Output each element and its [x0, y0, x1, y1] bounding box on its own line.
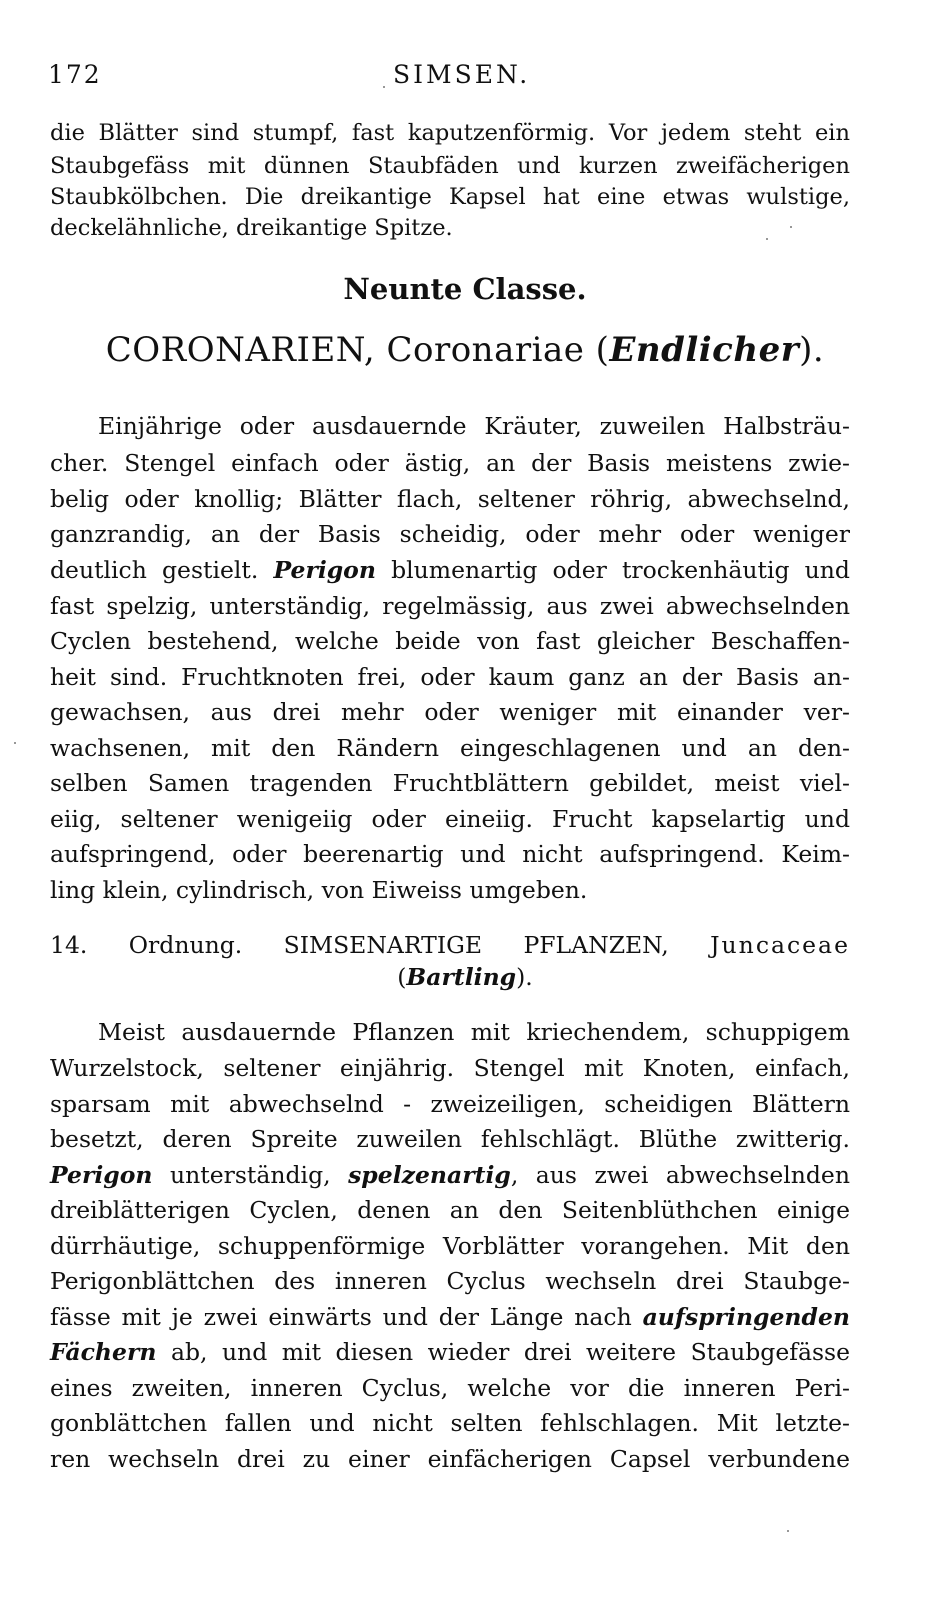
text-line: selben Samen tragenden Fruchtblättern gebildet, meist viel-: [50, 769, 850, 797]
text-line: [50, 1158, 850, 1192]
term-faechern: Fächern: [50, 1338, 157, 1366]
scan-speck: [383, 86, 385, 88]
order-heading-line: [50, 928, 850, 962]
class-heading: Neunte Classe.: [343, 272, 587, 306]
order-author-line: [0, 963, 930, 991]
text-line: belig oder knollig; Blätter flach, seltener röhrig, abwechselnd,: [50, 485, 850, 513]
scan-speck: [787, 1530, 789, 1532]
text-run: fässe mit je zwei einwärts und der Länge nach: [50, 1303, 632, 1331]
scan-speck: [766, 238, 768, 240]
text-run: unterständig,: [170, 1161, 331, 1189]
text-line: ren wechseln drei zu einer einfächerigen Capsel verbundene: [50, 1445, 850, 1473]
text-line: [50, 1300, 850, 1334]
text-line: sparsam mit abwechselnd - zweizeiligen, scheidigen Blättern: [50, 1090, 850, 1118]
term-perigon: Perigon: [273, 556, 376, 584]
text-line: Einjährige oder ausdauernde Kräuter, zuweilen Halbsträu-: [98, 412, 850, 440]
text-line: dreiblätterigen Cyclen, denen an den Seitenblüthchen einige: [50, 1196, 850, 1224]
text-line: [50, 1335, 850, 1369]
text-line: eines zweiten, inneren Cyclus, welche vor die inneren Peri-: [50, 1374, 850, 1402]
text-line: fast spelzig, unterständig, regelmässig, aus zwei abwechselnden: [50, 592, 850, 620]
family-close: ).: [799, 330, 825, 370]
text-line: ling klein, cylindrisch, von Eiweiss umgeben.: [50, 876, 588, 904]
text-line: aufspringend, oder beerenartig und nicht aufspringend. Keim-: [50, 840, 850, 868]
page-number: 172: [48, 60, 102, 89]
text-line: cher. Stengel einfach oder ästig, an der Basis meistens zwie-: [50, 449, 850, 477]
order-latin: Juncaceae: [710, 931, 850, 959]
family-author: Endlicher: [609, 330, 800, 370]
text-line: Staubgefäss mit dünnen Staubfäden und kurzen zweifächerigen: [50, 153, 850, 179]
text-run: ab, und mit diesen wieder drei weitere Staubgefässe: [170, 1338, 850, 1366]
running-head: [48, 60, 870, 94]
order-open: (: [397, 963, 407, 991]
text-line: Perigonblättchen des inneren Cyclus wechseln drei Staubge-: [50, 1267, 850, 1295]
text-line: die Blätter sind stumpf, fast kaputzenförmig. Vor jedem steht ein: [50, 120, 850, 146]
text-line: gewachsen, aus drei mehr oder weniger mit einander ver-: [50, 698, 850, 726]
text-run: , aus zwei abwechselnden: [510, 1161, 850, 1189]
text-line: wachsenen, mit den Rändern eingeschlagenen und an den-: [50, 734, 850, 762]
text-line: ganzrandig, an der Basis scheidig, oder mehr oder weniger: [50, 520, 850, 548]
text-line: Staubkölbchen. Die dreikantige Kapsel hat eine etwas wulstige,: [50, 184, 850, 210]
text-line: deckelähnliche, dreikantige Spitze.: [50, 215, 453, 241]
text-line: dürrhäutige, schuppenförmige Vorblätter vorangehen. Mit den: [50, 1232, 850, 1260]
order-author: Bartling: [406, 963, 517, 991]
text-line: eiig, seltener wenigeiig oder eineiig. Frucht kapselartig und: [50, 805, 850, 833]
family-name: CORONARIEN, Coronariae (: [105, 330, 610, 370]
text-line: Cyclen bestehend, welche beide von fast gleicher Beschaffen-: [50, 627, 850, 655]
text-run: blumenartig oder trockenhäutig und: [391, 556, 850, 584]
term-perigon: Perigon: [50, 1161, 153, 1189]
term-spelzenartig: spelzenartig: [348, 1161, 511, 1189]
order-close: ).: [516, 963, 533, 991]
text-line: [50, 553, 850, 587]
text-run: [348, 1161, 850, 1189]
running-title: SIMSEN.: [393, 60, 531, 89]
text-line: Wurzelstock, seltener einjährig. Stengel mit Knoten, einfach,: [50, 1054, 850, 1082]
scan-speck: [790, 226, 792, 228]
scan-speck: [14, 742, 16, 744]
order-label: 14. Ordnung. SIMSENARTIGE PFLANZEN,: [50, 931, 669, 959]
term-aufspringenden: aufspringenden: [642, 1303, 850, 1331]
text-line: heit sind. Fruchtknoten frei, oder kaum ganz an der Basis an-: [50, 663, 850, 691]
family-heading: [0, 330, 930, 370]
text-line: gonblättchen fallen und nicht selten fehlschlagen. Mit letzte-: [50, 1409, 850, 1437]
text-run: deutlich gestielt.: [50, 556, 259, 584]
text-line: Meist ausdauernde Pflanzen mit kriechendem, schuppigem: [98, 1018, 850, 1046]
text-line: besetzt, deren Spreite zuweilen fehlschlägt. Blüthe zwitterig.: [50, 1125, 850, 1153]
